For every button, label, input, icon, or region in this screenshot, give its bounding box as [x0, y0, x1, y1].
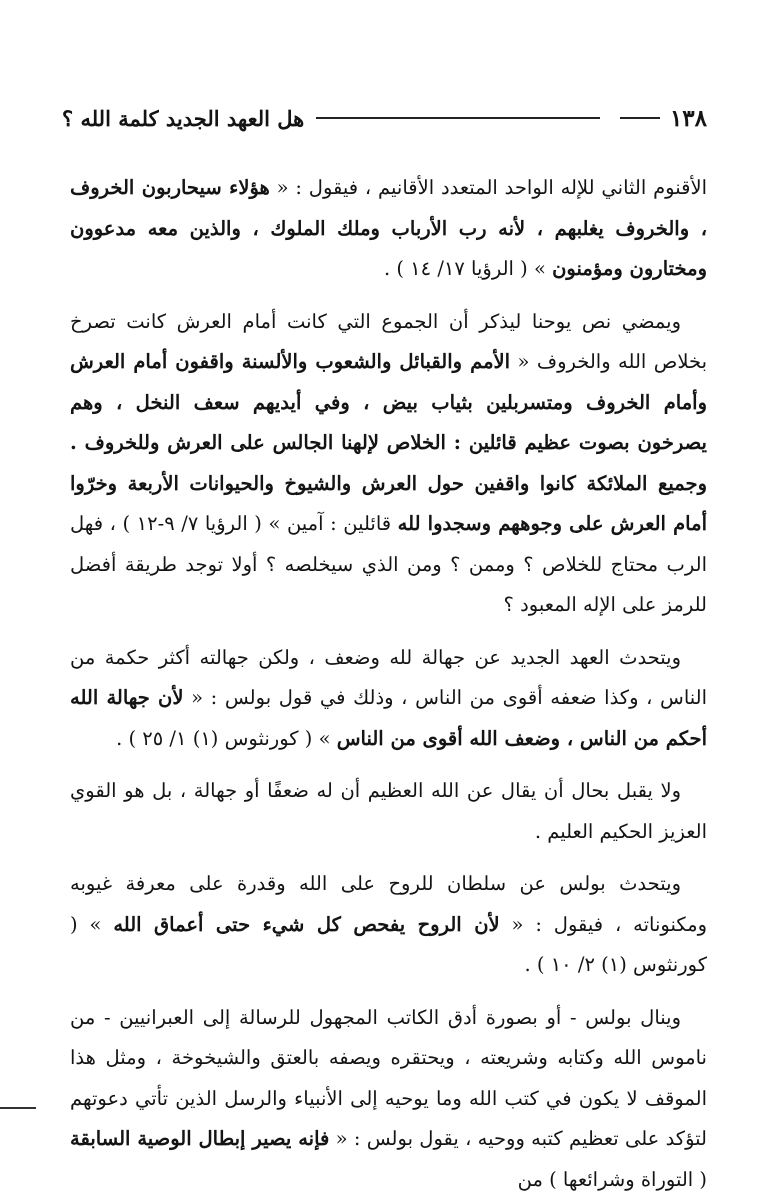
footer-rule — [0, 1107, 36, 1109]
quote-run: فإنه يصير إبطال الوصية السابقة — [70, 1127, 329, 1150]
paragraph-3 — [70, 638, 707, 760]
text-run: ولا يقبل بحال أن يقال عن الله العظيم أن له ضعفًا أو جهالة ، بل هو القوي العزيز الحكيم العليم . — [70, 779, 707, 843]
text-run: قائلين : آمين » ( الرؤيا ٧/ ٩-١٢ ) ، فهل الرب محتاج للخلاص ؟ وممن ؟ ومن الذي سيخلصه ؟ أولا توجد طريقة أفضل للرمز على الإله المعبود ؟ — [70, 512, 707, 616]
text-run: ويتحدث العهد الجديد عن جهالة لله وضعف ، ولكن جهالته أكثر حكمة من الناس ، وكذا ضعفه أقوى من الناس ، وذلك في قول بولس : « — [70, 646, 707, 710]
running-header — [62, 100, 707, 136]
header-rule — [316, 117, 600, 119]
paragraph-4 — [70, 771, 707, 852]
text-run: ويمضي نص يوحنا ليذكر أن الجموع التي كانت أمام العرش كانت تصرخ بخلاص الله والخروف « — [70, 310, 707, 374]
header-dash — [620, 117, 660, 119]
text-run: » ( كورنثوس (١) ١/ ٢٥ ) . — [116, 727, 337, 750]
running-title: هل العهد الجديد كلمة الله ؟ — [62, 106, 304, 131]
paragraph-2 — [70, 302, 707, 626]
text-run: ( التوراة وشرائعها ) من — [518, 1168, 707, 1191]
paragraph-1 — [70, 168, 707, 290]
quote-run: هؤلاء سيحاربون الخروف ، والخروف يغلبهم ، لأنه رب الأرباب وملك الملوك ، والذين معه مدعوون ومختارون ومؤمنون — [70, 176, 707, 280]
quote-run: لأن جهالة الله أحكم من الناس ، وضعف الله أقوى من الناس — [70, 686, 707, 750]
text-run: وينال بولس - أو بصورة أدق الكاتب المجهول للرسالة إلى العبرانيين - من ناموس الله وكتابه وشريعته ، ويحتقره ويصفه بالعتق والشيخوخة ، ومثل هذا الموقف لا يكون في كتب الله وما يوحيه إلى الأنبياء والرسل الذين تأتي دعوتهم لتؤكد على تعظيم كتبه ووحيه ، يقول بولس : « — [70, 1006, 707, 1151]
page-number: ١٣٨ — [670, 105, 707, 132]
text-run: الأقنوم الثاني للإله الواحد المتعدد الأقانيم ، فيقول : « — [270, 176, 707, 199]
paragraph-6 — [70, 998, 707, 1200]
text-run: » ( الرؤيا ١٧/ ١٤ ) . — [384, 257, 552, 280]
text-run: » ( كورنثوس (١) ٢/ ١٠ ) . — [70, 913, 707, 977]
paragraph-5 — [70, 864, 707, 986]
body-text — [70, 168, 707, 1200]
quote-run: لأن الروح يفحص كل شيء حتى أعماق الله — [113, 913, 499, 936]
text-run: ويتحدث بولس عن سلطان للروح على الله وقدرة على معرفة غيوبه ومكنوناته ، فيقول : « — [70, 872, 707, 936]
quote-run: الأمم والقبائل والشعوب والألسنة واقفون أمام العرش وأمام الخروف ومتسربلين بثياب بيض ، وفي أيديهم سعف النخل ، وهم يصرخون بصوت عظيم قائلين : الخلاص لإلهنا الجالس على العرش وللخروف . وجميع الملائكة كانوا واقفين حول العرش والشيوخ والحيوانات الأربعة وخرّوا أمام العرش على وجوههم وسجدوا لله — [70, 350, 707, 535]
